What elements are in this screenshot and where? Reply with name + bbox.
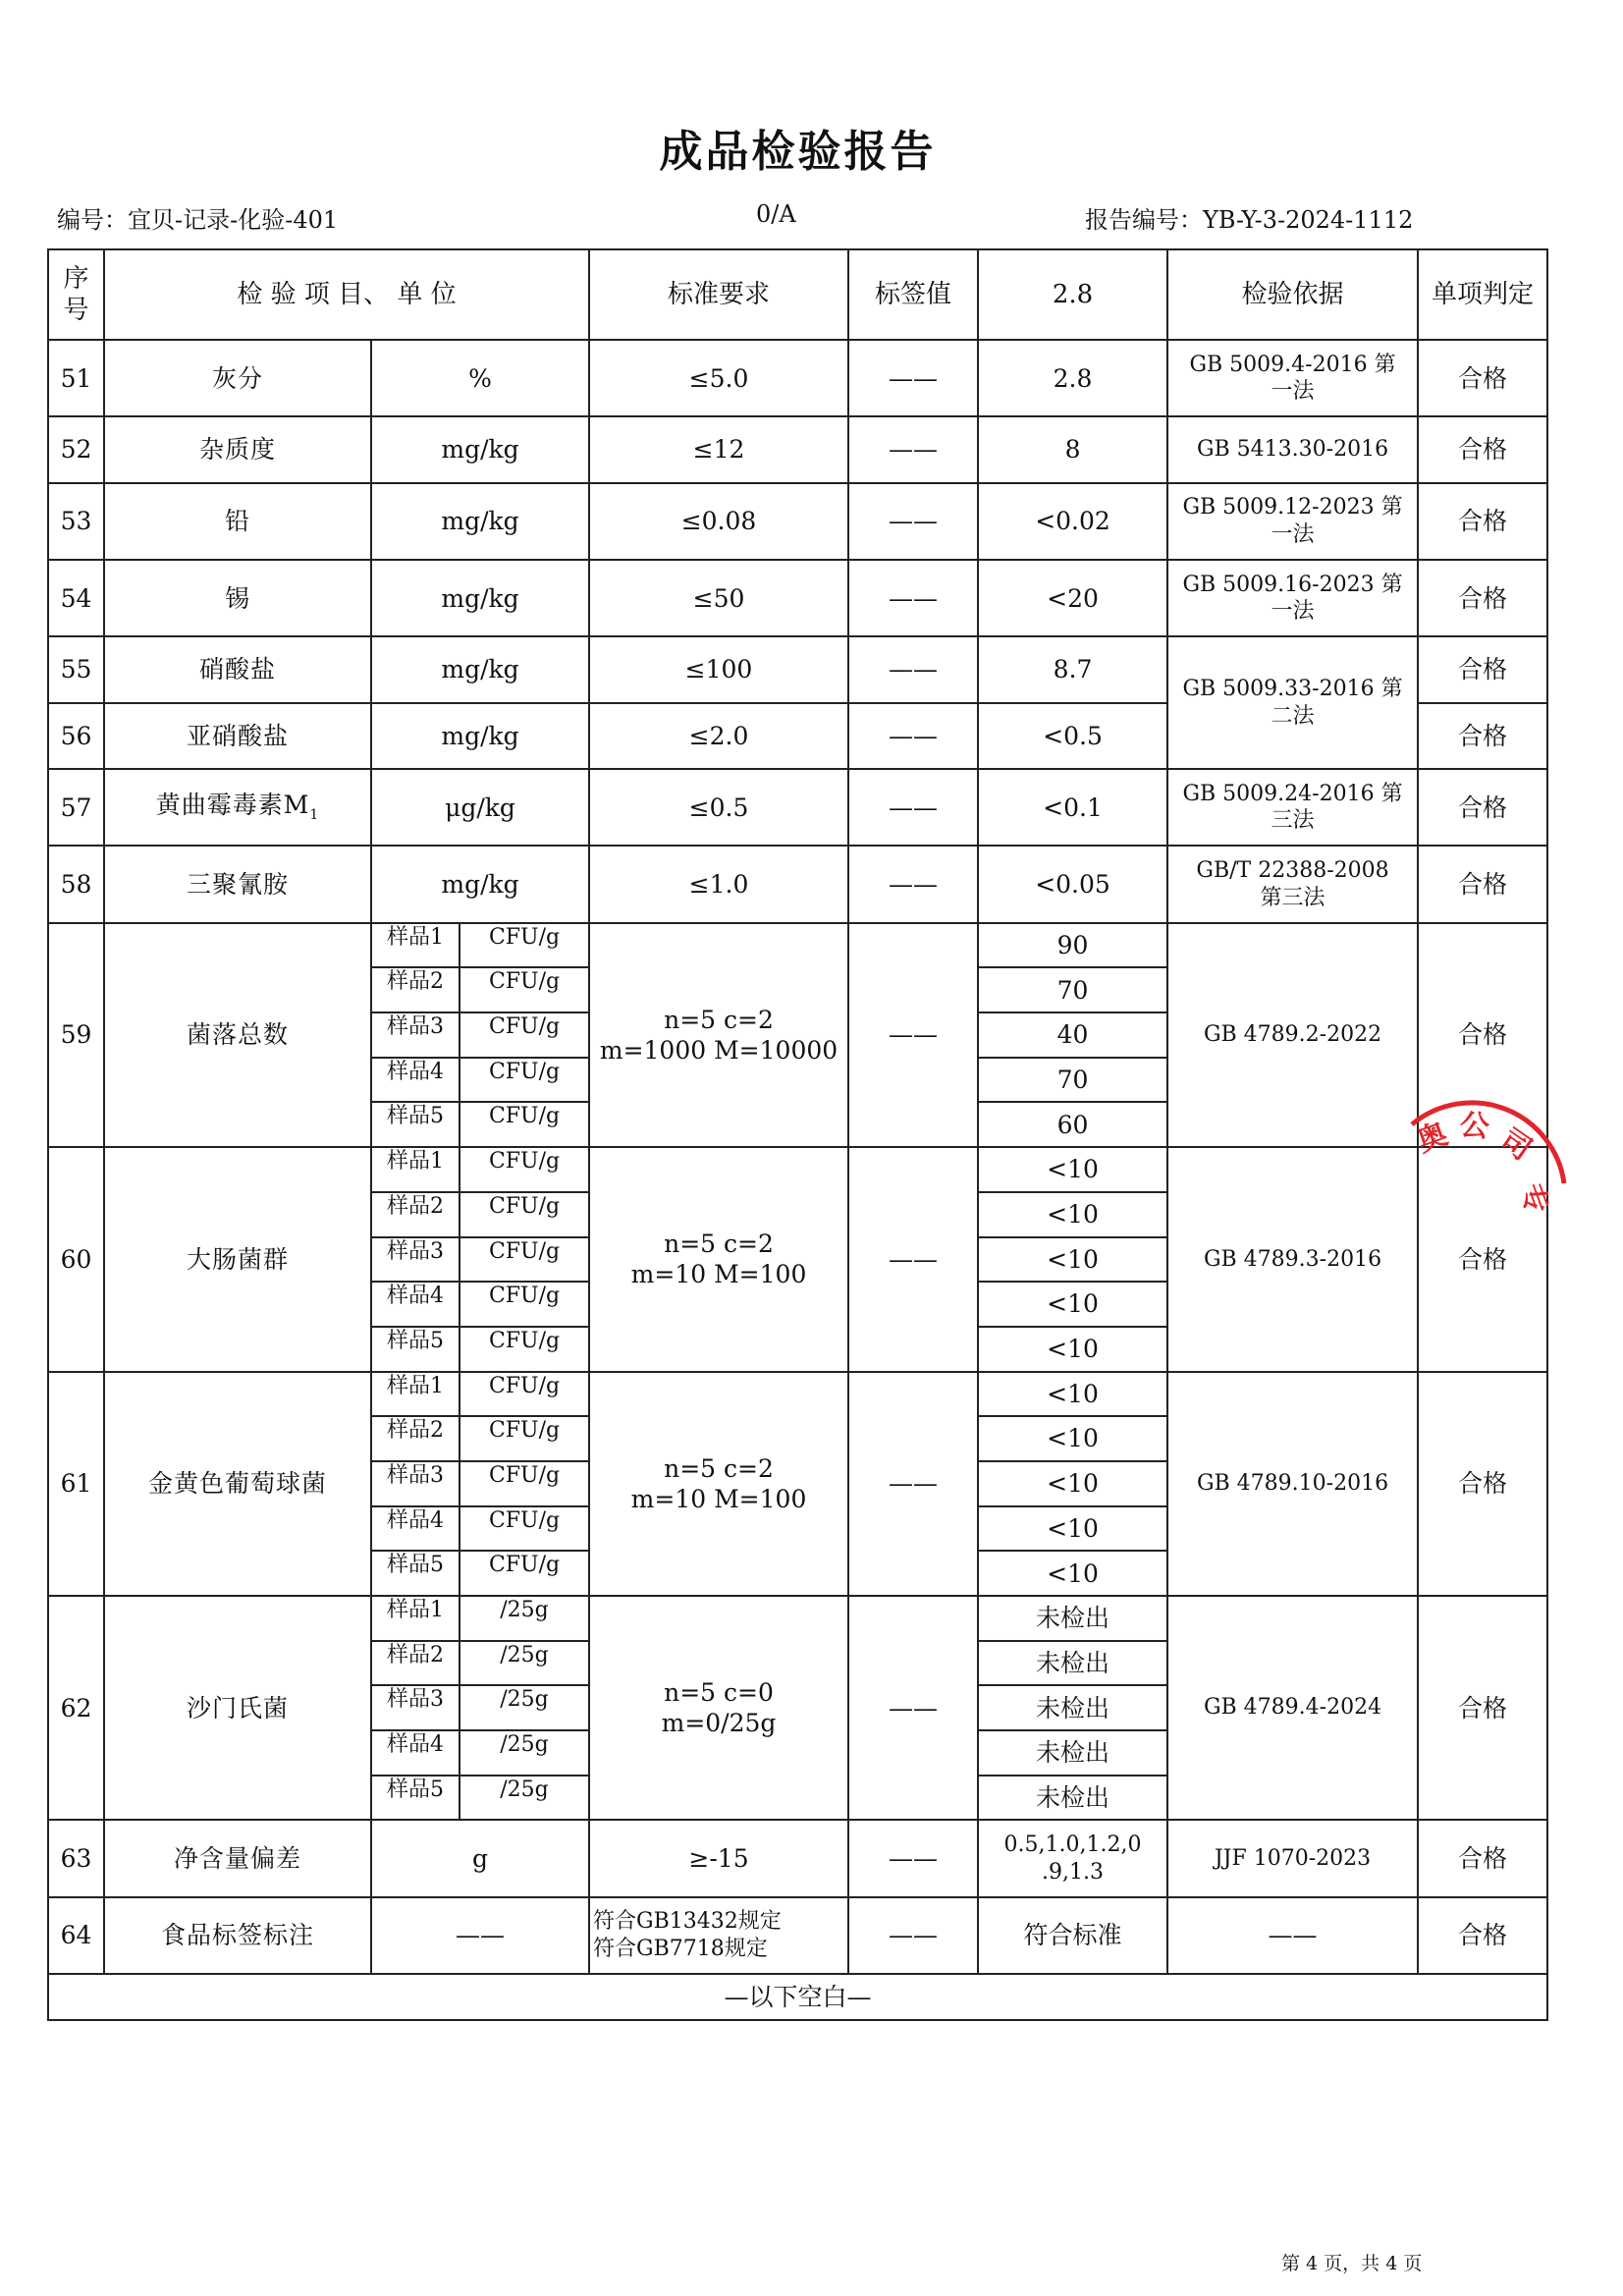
table-row xyxy=(48,483,1547,560)
row-number: 52 xyxy=(48,416,104,482)
judge: 合格 xyxy=(1418,416,1547,482)
item-name xyxy=(104,769,371,846)
company-seal-stamp xyxy=(1382,1066,1589,1272)
sample-result: <10 xyxy=(978,1372,1167,1417)
result: 符合标准 xyxy=(978,1897,1167,1974)
row-number: 54 xyxy=(48,560,104,636)
judge: 合格 xyxy=(1418,846,1547,922)
result: 2.8 xyxy=(978,340,1167,416)
standard: ≤2.0 xyxy=(589,703,848,769)
item-name: 净含量偏差 xyxy=(104,1820,371,1896)
sample-result: 60 xyxy=(978,1102,1167,1147)
sample-result: 未检出 xyxy=(978,1776,1167,1821)
header-row xyxy=(48,249,1547,340)
row-number: 57 xyxy=(48,769,104,846)
sample-label: 样品2 xyxy=(372,1642,460,1685)
sample-label: 样品1 xyxy=(372,1597,460,1640)
result: <0.05 xyxy=(978,846,1167,922)
judge: 合格 xyxy=(1418,1897,1547,1974)
item-name: 菌落总数 xyxy=(104,923,371,1147)
sample-unit xyxy=(371,1776,589,1821)
table-row xyxy=(48,416,1547,482)
line-1: n=5 c=2 xyxy=(664,1453,774,1483)
sample-unit xyxy=(371,1641,589,1686)
item-text: 锡 xyxy=(224,583,250,613)
result: <0.02 xyxy=(978,483,1167,560)
unit: CFU/g xyxy=(488,1507,561,1533)
unit: /25g xyxy=(500,1732,549,1758)
sample-label: 样品3 xyxy=(372,1686,460,1729)
document-version: 0/A xyxy=(756,200,796,228)
unit: mg/kg xyxy=(371,846,589,922)
unit: μg/kg xyxy=(371,769,589,846)
judge: 合格 xyxy=(1418,636,1547,702)
item-name: 食品标签标注 xyxy=(104,1897,371,1974)
item-name xyxy=(104,846,371,922)
item-text: 黄曲霉毒素M xyxy=(155,791,310,820)
sample-result: 40 xyxy=(978,1012,1167,1058)
line-2: .9,1.3 xyxy=(1042,1859,1104,1885)
table-row xyxy=(48,1897,1547,1974)
row-number: 64 xyxy=(48,1897,104,1974)
row-number: 53 xyxy=(48,483,104,560)
item-text: 铅 xyxy=(224,507,250,536)
table-row xyxy=(48,1596,1547,1641)
sample-unit xyxy=(371,1372,589,1417)
basis: GB 4789.2-2022 xyxy=(1167,923,1418,1147)
label-value: —— xyxy=(848,923,978,1147)
sample-result: 70 xyxy=(978,1058,1167,1103)
sample-result: <10 xyxy=(978,1461,1167,1506)
table-row xyxy=(48,769,1547,846)
result: 8.7 xyxy=(978,636,1167,702)
item-name: 沙门氏菌 xyxy=(104,1596,371,1820)
sample-label: 样品5 xyxy=(372,1552,460,1595)
label-value: —— xyxy=(848,560,978,636)
basis: GB 4789.3-2016 xyxy=(1167,1147,1418,1371)
sample-label: 样品3 xyxy=(372,1238,460,1282)
standard xyxy=(589,1897,848,1974)
row-number: 59 xyxy=(48,923,104,1147)
sample-unit xyxy=(371,1058,589,1103)
standard: ≤5.0 xyxy=(589,340,848,416)
label-value: —— xyxy=(848,1147,978,1371)
sample-label: 样品3 xyxy=(372,1013,460,1057)
sample-unit xyxy=(371,923,589,968)
item-name: 金黄色葡萄球菌 xyxy=(104,1372,371,1596)
basis: —— xyxy=(1167,1897,1418,1974)
sample-unit xyxy=(371,1461,589,1506)
unit: CFU/g xyxy=(488,924,561,950)
sample-unit xyxy=(371,1102,589,1147)
label-value: —— xyxy=(848,636,978,702)
unit: CFU/g xyxy=(488,969,561,995)
result: <0.5 xyxy=(978,703,1167,769)
unit: /25g xyxy=(500,1777,549,1802)
col-judge: 单项判定 xyxy=(1418,249,1547,340)
unit: mg/kg xyxy=(371,483,589,560)
table-row xyxy=(48,636,1547,702)
unit: CFU/g xyxy=(488,1193,561,1219)
result: 8 xyxy=(978,416,1167,482)
sample-label: 样品4 xyxy=(372,1507,460,1551)
basis: GB 5009.33-2016 第二法 xyxy=(1167,636,1418,769)
sample-label: 样品1 xyxy=(372,924,460,967)
item-name xyxy=(104,703,371,769)
judge: 合格 xyxy=(1418,1372,1547,1596)
seal-text-4: 专 xyxy=(1512,1178,1555,1219)
document-number: 编号：宜贝-记录-化验-401 xyxy=(57,206,339,234)
unit: CFU/g xyxy=(488,1284,561,1309)
table-row xyxy=(48,923,1547,968)
judge: 合格 xyxy=(1418,483,1547,560)
col-basis: 检验依据 xyxy=(1167,249,1418,340)
table-row xyxy=(48,340,1547,416)
standard xyxy=(589,1147,848,1371)
sample-label: 样品2 xyxy=(372,1417,460,1460)
seal-text-1: 奥 xyxy=(1412,1117,1452,1160)
table-row xyxy=(48,1820,1547,1896)
sample-unit xyxy=(371,1551,589,1596)
col-standard: 标准要求 xyxy=(589,249,848,340)
unit: —— xyxy=(371,1897,589,1974)
sample-label: 样品5 xyxy=(372,1328,460,1371)
sample-result: 未检出 xyxy=(978,1596,1167,1641)
end-note: —以下空白— xyxy=(48,1974,1547,2020)
row-number: 60 xyxy=(48,1147,104,1371)
item-subscript: 1 xyxy=(309,807,320,824)
item-name xyxy=(104,560,371,636)
item-text: 亚硝酸盐 xyxy=(186,721,289,750)
sample-unit xyxy=(371,1282,589,1327)
unit: /25g xyxy=(500,1598,549,1622)
item-name xyxy=(104,636,371,702)
judge: 合格 xyxy=(1418,1147,1547,1371)
sample-label: 样品4 xyxy=(372,1283,460,1326)
label-value: —— xyxy=(848,769,978,846)
line-2: m=10 M=100 xyxy=(630,1484,807,1513)
label-value: —— xyxy=(848,1372,978,1596)
table-row xyxy=(48,1147,1547,1192)
col-seq: 序号 xyxy=(48,249,104,340)
unit: CFU/g xyxy=(488,1373,561,1398)
basis: GB/T 22388-2008 第三法 xyxy=(1167,846,1418,922)
result: <20 xyxy=(978,560,1167,636)
item-text: 杂质度 xyxy=(198,435,276,465)
sample-result: 未检出 xyxy=(978,1685,1167,1730)
seal-text-2: 公 xyxy=(1458,1108,1491,1145)
sample-result: <10 xyxy=(978,1416,1167,1461)
unit: CFU/g xyxy=(488,1418,561,1444)
line-1: n=5 c=2 xyxy=(664,1005,774,1034)
sample-label: 样品5 xyxy=(372,1103,460,1146)
sample-label: 样品2 xyxy=(372,968,460,1011)
unit: CFU/g xyxy=(488,1014,561,1040)
judge: 合格 xyxy=(1418,769,1547,846)
judge: 合格 xyxy=(1418,1820,1547,1896)
unit: mg/kg xyxy=(371,560,589,636)
sample-unit xyxy=(371,967,589,1012)
page-footer: 第 4 页，共 4 页 xyxy=(1281,2253,1423,2274)
sample-unit xyxy=(371,1506,589,1552)
sample-label: 样品3 xyxy=(372,1462,460,1505)
line-2: m=10 M=100 xyxy=(630,1260,807,1289)
standard xyxy=(589,1596,848,1820)
row-number: 58 xyxy=(48,846,104,922)
label-value: —— xyxy=(848,340,978,416)
report-title: 成品检验报告 xyxy=(659,127,937,177)
row-number: 61 xyxy=(48,1372,104,1596)
judge: 合格 xyxy=(1418,1596,1547,1820)
sample-unit xyxy=(371,1327,589,1372)
row-number: 63 xyxy=(48,1820,104,1896)
line-2: 符合GB7718规定 xyxy=(593,1936,768,1961)
sample-result: 未检出 xyxy=(978,1730,1167,1776)
label-value: —— xyxy=(848,846,978,922)
standard: ≤1.0 xyxy=(589,846,848,922)
sample-label: 样品5 xyxy=(372,1777,460,1820)
basis: GB 5009.4-2016 第一法 xyxy=(1167,340,1418,416)
line-2: m=0/25g xyxy=(661,1709,777,1738)
unit: CFU/g xyxy=(488,1238,561,1264)
sample-result: <10 xyxy=(978,1192,1167,1237)
unit: mg/kg xyxy=(371,703,589,769)
judge: 合格 xyxy=(1418,340,1547,416)
standard: ≤0.5 xyxy=(589,769,848,846)
row-number: 56 xyxy=(48,703,104,769)
unit: CFU/g xyxy=(488,1553,561,1578)
sample-result: <10 xyxy=(978,1551,1167,1596)
standard: ≥-15 xyxy=(589,1820,848,1896)
unit: /25g xyxy=(500,1642,549,1667)
table-row xyxy=(48,846,1547,922)
inspection-table xyxy=(47,248,1548,2021)
basis: GB 5009.12-2023 第一法 xyxy=(1167,483,1418,560)
basis: JJF 1070-2023 xyxy=(1167,1820,1418,1896)
item-name xyxy=(104,416,371,482)
sample-unit xyxy=(371,1730,589,1776)
standard xyxy=(589,1372,848,1596)
row-number: 51 xyxy=(48,340,104,416)
label-value: —— xyxy=(848,703,978,769)
unit: /25g xyxy=(500,1687,549,1713)
judge: 合格 xyxy=(1418,703,1547,769)
sample-result: <10 xyxy=(978,1282,1167,1327)
end-note-row xyxy=(48,1974,1547,2020)
line-2: m=1000 M=10000 xyxy=(599,1035,839,1065)
col-label-value-num: 2.8 xyxy=(978,249,1167,340)
basis: GB 4789.4-2024 xyxy=(1167,1596,1418,1820)
unit: mg/kg xyxy=(371,416,589,482)
sample-unit xyxy=(371,1685,589,1730)
unit: % xyxy=(371,340,589,416)
sample-result: <10 xyxy=(978,1147,1167,1192)
basis: GB 5009.24-2016 第三法 xyxy=(1167,769,1418,846)
standard: ≤100 xyxy=(589,636,848,702)
item-text: 灰分 xyxy=(211,363,263,393)
sample-unit xyxy=(371,1192,589,1237)
row-number: 62 xyxy=(48,1596,104,1820)
sample-label: 样品1 xyxy=(372,1148,460,1191)
label-value: —— xyxy=(848,483,978,560)
col-item: 检 验 项 目、 单 位 xyxy=(104,249,589,340)
standard: ≤0.08 xyxy=(589,483,848,560)
sample-result: 70 xyxy=(978,967,1167,1012)
unit: g xyxy=(371,1820,589,1896)
sample-result: <10 xyxy=(978,1506,1167,1552)
line-1: n=5 c=2 xyxy=(664,1230,774,1259)
line-1: 0.5,1.0,1.2,0 xyxy=(1003,1832,1142,1858)
line-1: n=5 c=0 xyxy=(664,1677,774,1707)
item-name xyxy=(104,483,371,560)
judge: 合格 xyxy=(1418,923,1547,1147)
unit: CFU/g xyxy=(488,1104,561,1129)
label-value: —— xyxy=(848,1820,978,1896)
sample-result: 90 xyxy=(978,923,1167,968)
basis: GB 5009.16-2023 第一法 xyxy=(1167,560,1418,636)
basis: GB 5413.30-2016 xyxy=(1167,416,1418,482)
sample-label: 样品4 xyxy=(372,1059,460,1102)
label-value: —— xyxy=(848,1897,978,1974)
col-label-value: 标签值 xyxy=(848,249,978,340)
result: <0.1 xyxy=(978,769,1167,846)
unit: CFU/g xyxy=(488,1328,561,1353)
unit: CFU/g xyxy=(488,1059,561,1084)
item-text: 硝酸盐 xyxy=(198,655,276,684)
unit: mg/kg xyxy=(371,636,589,702)
label-value: —— xyxy=(848,1596,978,1820)
item-name xyxy=(104,340,371,416)
sample-unit xyxy=(371,1416,589,1461)
sample-label: 样品1 xyxy=(372,1373,460,1416)
sample-unit xyxy=(371,1596,589,1641)
label-value: —— xyxy=(848,416,978,482)
basis: GB 4789.10-2016 xyxy=(1167,1372,1418,1596)
unit: CFU/g xyxy=(488,1462,561,1488)
sample-result: <10 xyxy=(978,1237,1167,1283)
table-row xyxy=(48,1372,1547,1417)
sample-unit xyxy=(371,1012,589,1058)
sample-result: <10 xyxy=(978,1327,1167,1372)
item-text: 三聚氰胺 xyxy=(186,869,289,899)
seal-text-3: 司 xyxy=(1493,1121,1539,1168)
table-row xyxy=(48,560,1547,636)
result xyxy=(978,1820,1167,1896)
standard: ≤12 xyxy=(589,416,848,482)
line-1: 符合GB13432规定 xyxy=(593,1909,782,1935)
sample-unit xyxy=(371,1237,589,1283)
judge: 合格 xyxy=(1418,560,1547,636)
sample-label: 样品2 xyxy=(372,1193,460,1236)
standard: ≤50 xyxy=(589,560,848,636)
item-name: 大肠菌群 xyxy=(104,1147,371,1371)
sample-label: 样品4 xyxy=(372,1731,460,1775)
unit: CFU/g xyxy=(488,1149,561,1175)
row-number: 55 xyxy=(48,636,104,702)
standard xyxy=(589,923,848,1147)
sample-result: 未检出 xyxy=(978,1641,1167,1686)
report-number: 报告编号：YB-Y-3-2024-1112 xyxy=(1085,206,1414,234)
sample-unit xyxy=(371,1147,589,1192)
